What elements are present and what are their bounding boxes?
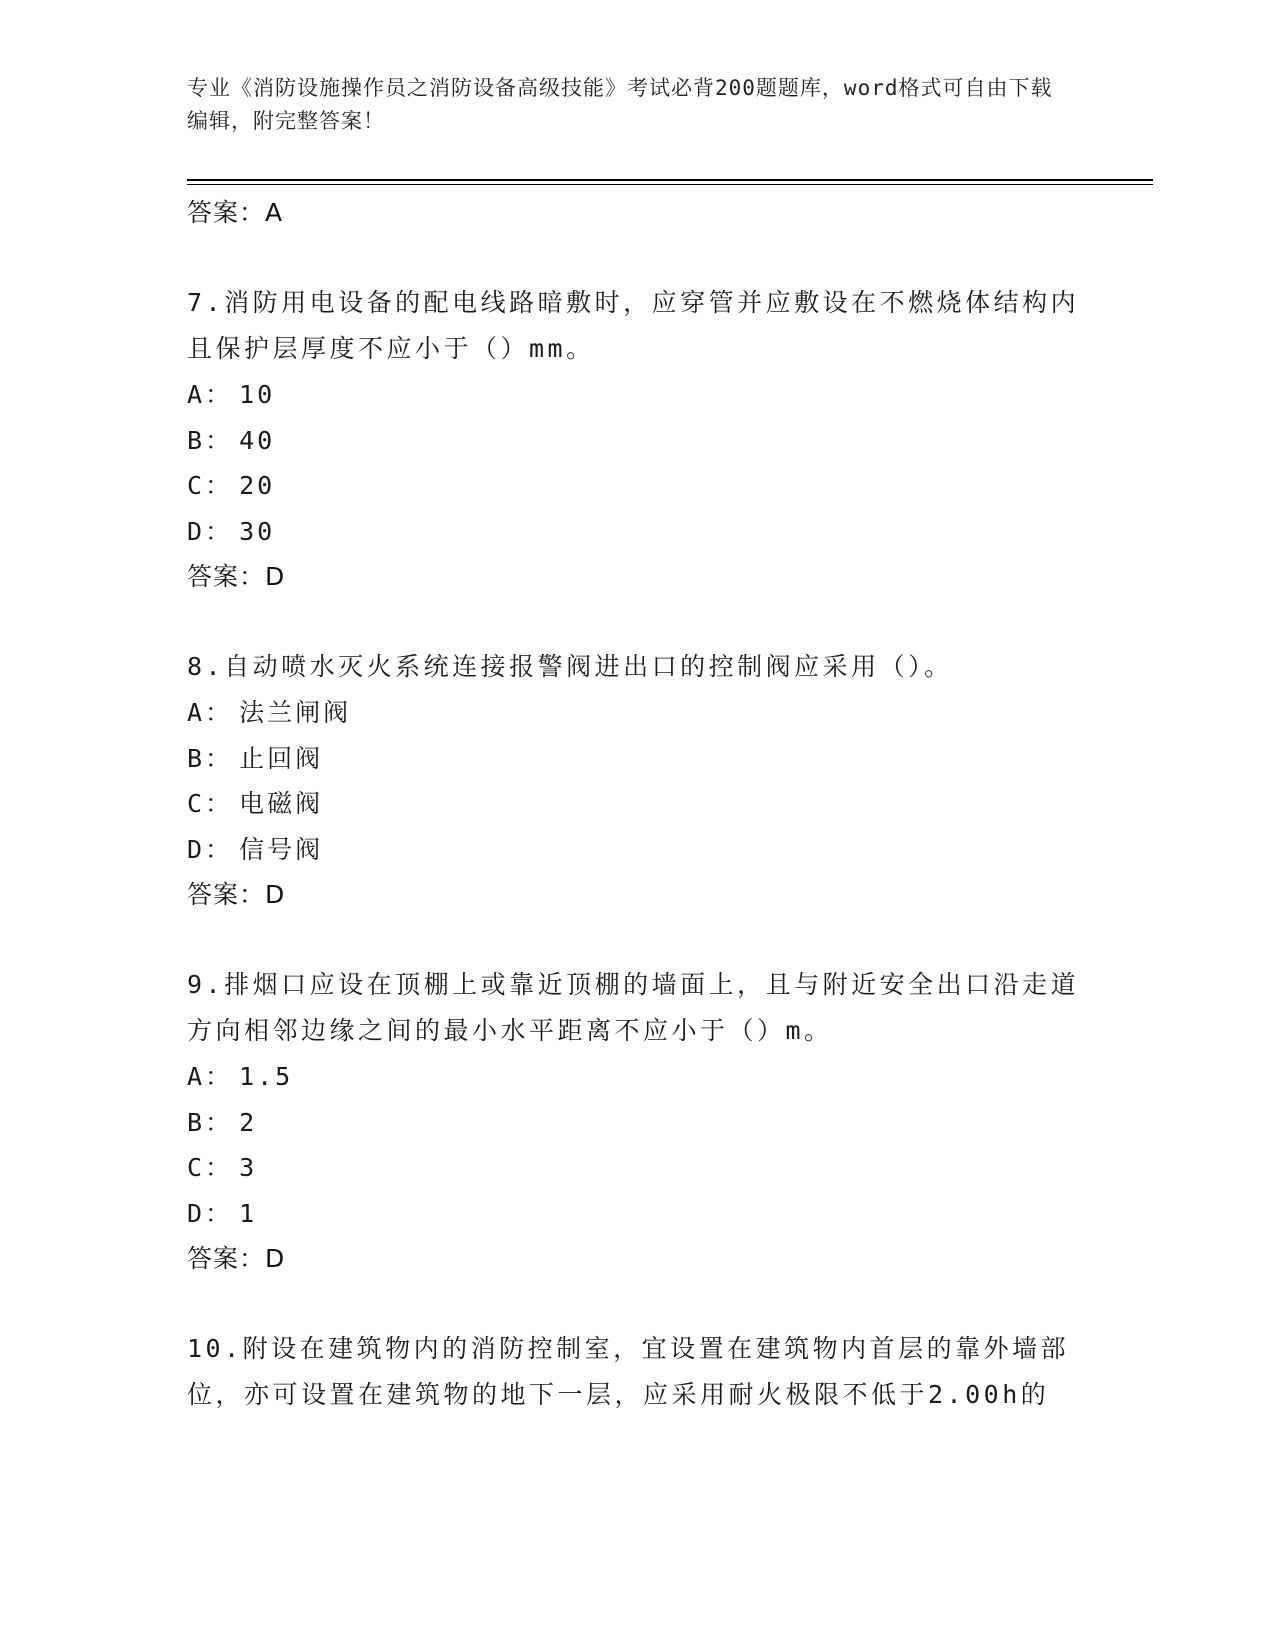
option-label: A： <box>187 380 234 409</box>
option-d <box>187 509 1087 555</box>
option-b <box>187 418 1087 464</box>
question-answer: 答案：D <box>187 1244 286 1273</box>
document-body <box>187 190 1087 1418</box>
option-c <box>187 1145 1087 1191</box>
option-value: 1.5 <box>239 1062 294 1091</box>
option-a <box>187 1054 1087 1100</box>
option-value: 法兰闸阀 <box>239 698 352 727</box>
question-9 <box>187 962 1087 1281</box>
header-rule-thin <box>187 184 1153 185</box>
previous-answer: 答案：A <box>187 198 284 227</box>
question-7 <box>187 280 1087 599</box>
document-header: 专业《消防设施操作员之消防设备高级技能》考试必背200题题库，word格式可自由下载编辑，附完整答案！ <box>187 76 1053 133</box>
option-d <box>187 827 1087 873</box>
option-b <box>187 1100 1087 1146</box>
option-label: C： <box>187 789 234 818</box>
option-value: 电磁阀 <box>239 789 324 818</box>
question-answer: 答案：D <box>187 562 286 591</box>
question-text: 7.消防用电设备的配电线路暗敷时，应穿管并应敷设在不燃烧体结构内且保护层厚度不应小于（）mm。 <box>187 288 1080 363</box>
option-a <box>187 372 1087 418</box>
option-label: D： <box>187 1198 234 1228</box>
question-text: 9.排烟口应设在顶棚上或靠近顶棚的墙面上，且与附近安全出口沿走道方向相邻边缘之间的最小水平距离不应小于（）m。 <box>187 970 1080 1045</box>
question-10 <box>187 1326 1087 1418</box>
option-value: 信号阀 <box>239 834 324 864</box>
option-label: B： <box>187 1107 234 1137</box>
option-value: 3 <box>239 1153 258 1182</box>
option-c <box>187 781 1087 827</box>
option-label: B： <box>187 425 234 455</box>
option-d <box>187 1191 1087 1237</box>
option-label: A： <box>187 698 234 727</box>
option-label: C： <box>187 1153 234 1182</box>
option-label: C： <box>187 471 234 500</box>
option-a <box>187 690 1087 736</box>
option-value: 2 <box>239 1107 258 1137</box>
option-c <box>187 463 1087 509</box>
option-label: B： <box>187 743 234 773</box>
option-value: 10 <box>239 380 276 409</box>
option-value: 20 <box>239 471 276 500</box>
option-b <box>187 736 1087 782</box>
question-answer: 答案：D <box>187 880 286 909</box>
question-8 <box>187 644 1087 917</box>
question-text: 10.附设在建筑物内的消防控制室，宜设置在建筑物内首层的靠外墙部位，亦可设置在建筑物的地下一层，应采用耐火极限不低于2.00h的 <box>187 1334 1070 1409</box>
question-text: 8.自动喷水灭火系统连接报警阀进出口的控制阀应采用（）。 <box>187 652 953 681</box>
option-label: A： <box>187 1062 234 1091</box>
option-value: 1 <box>239 1198 258 1228</box>
option-value: 止回阀 <box>239 743 324 773</box>
option-value: 40 <box>239 425 276 455</box>
option-label: D： <box>187 834 234 864</box>
option-value: 30 <box>239 516 276 546</box>
header-rule-thick <box>187 179 1153 181</box>
option-label: D： <box>187 516 234 546</box>
